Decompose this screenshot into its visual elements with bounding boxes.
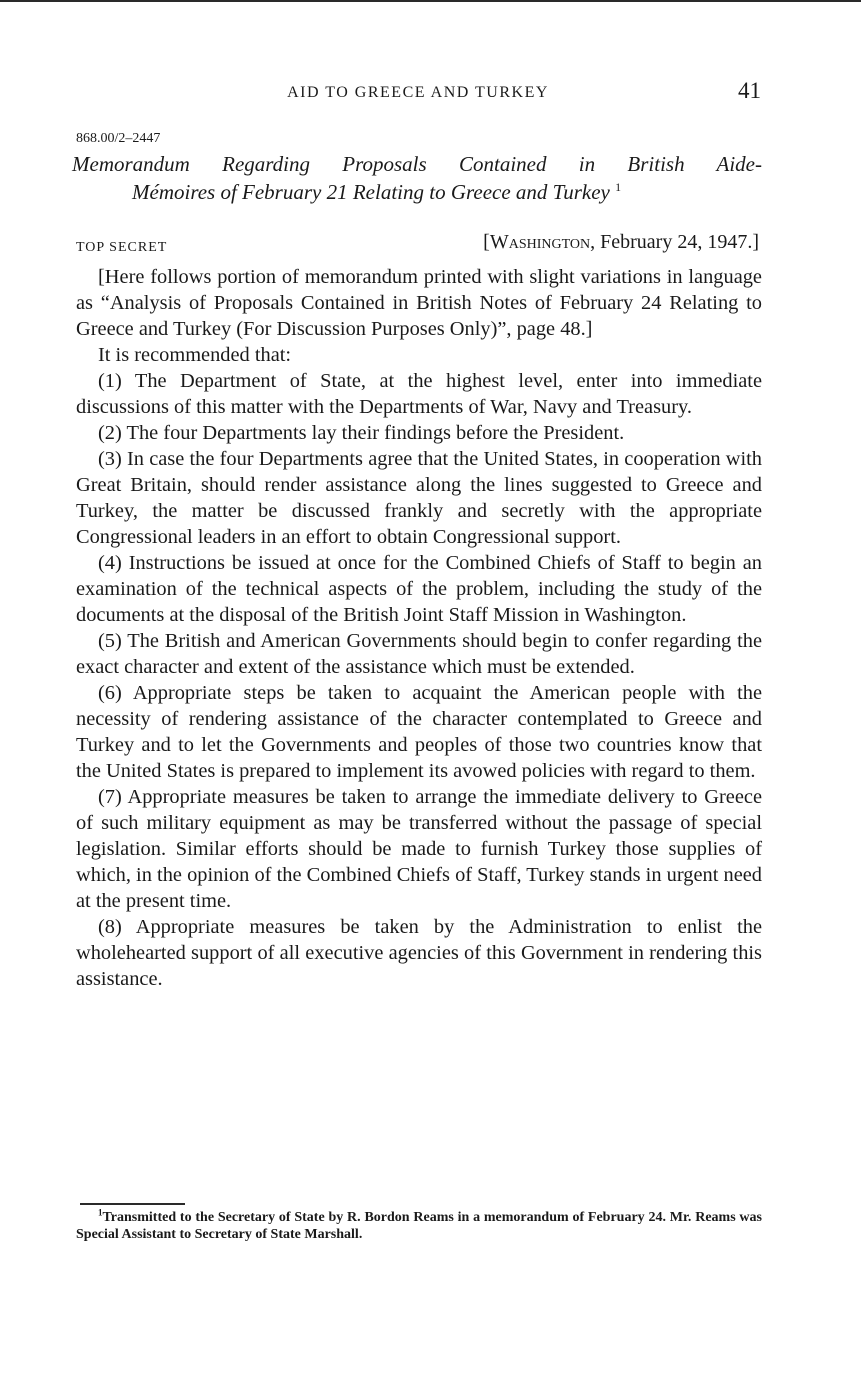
recommendation-3: (3) In case the four Departments agree that the United States, in cooperation with Great Britain, should render assistance along the lines suggested to Greece and Turkey, the matter be discussed frankly and secretly with the appropriate Congressional leaders in an effort to obtain Congressional support. bbox=[76, 448, 762, 548]
document-title bbox=[72, 150, 762, 206]
title-line-1: Memorandum Regarding Proposals Contained in British Aide- bbox=[72, 152, 762, 176]
title-line-2-text: Mémoires of February 21 Relating to Greece and Turkey bbox=[132, 180, 610, 204]
title-line-2 bbox=[72, 178, 762, 206]
recommendation-6: (6) Appropriate steps be taken to acquaint the American people with the necessity of rendering assistance of the character contemplated to Greece and Turkey and to let the Governments and peoples of those two countries know that the United States is prepared to implement its avowed policies with regard to them. bbox=[76, 682, 762, 782]
running-head: AID TO GREECE AND TURKEY bbox=[287, 84, 549, 101]
recommendation-5: (5) The British and American Governments should begin to confer regarding the exact character and extent of the assistance which must be extended. bbox=[76, 630, 762, 678]
recommendation-1: (1) The Department of State, at the highest level, enter into immediate discussions of this matter with the Departments of War, Navy and Treasury. bbox=[76, 370, 762, 418]
recommendation-4: (4) Instructions be issued at once for the Combined Chiefs of Staff to begin an examination of the technical aspects of the problem, including the study of the documents at the disposal of the British Joint Staff Mission in Washington. bbox=[76, 552, 762, 626]
recommendation-8: (8) Appropriate measures be taken by the Administration to enlist the wholehearted support of all executive agencies of this Government in rendering this assistance. bbox=[76, 916, 762, 990]
dateline-date: , February 24, 1947.] bbox=[590, 231, 759, 253]
title-footnote-ref: 1 bbox=[615, 180, 622, 194]
footnote-marker: 1 bbox=[98, 1207, 103, 1218]
classification: TOP SECRET bbox=[76, 240, 168, 255]
page-number: 41 bbox=[738, 78, 761, 103]
recommendation-7: (7) Appropriate measures be taken to arrange the immediate delivery to Greece of such military equipment as may be transferred without the passage of special legislation. Similar efforts should be made to furnish Turkey those supplies of which, in the opinion of the Combined Chiefs of Staff, Turkey stands in urgent need at the present time. bbox=[76, 786, 762, 912]
dateline bbox=[483, 231, 759, 254]
recommendation-2: (2) The four Departments lay their findings before the President. bbox=[98, 422, 625, 444]
memorandum-body bbox=[76, 264, 762, 992]
footnote-text: Transmitted to the Secretary of State by R. Bordon Reams in a memorandum of February 24. Mr. Reams was Special Assistant to Secretary of State Marshall. bbox=[76, 1210, 762, 1242]
footnote bbox=[76, 1209, 762, 1243]
file-number: 868.00/2–2447 bbox=[76, 131, 161, 146]
dateline-open: [ bbox=[483, 231, 490, 253]
intro-paragraph: It is recommended that: bbox=[98, 344, 292, 366]
top-border bbox=[0, 0, 861, 2]
footnote-rule bbox=[80, 1203, 185, 1205]
dateline-place: Washington bbox=[489, 231, 591, 253]
editorial-note: [Here follows portion of memorandum printed with slight variations in language as “Analysis of Proposals Contained in British Notes of February 24 Relating to Greece and Turkey (For Discussion Purposes Only)”, page 48.] bbox=[76, 266, 762, 340]
